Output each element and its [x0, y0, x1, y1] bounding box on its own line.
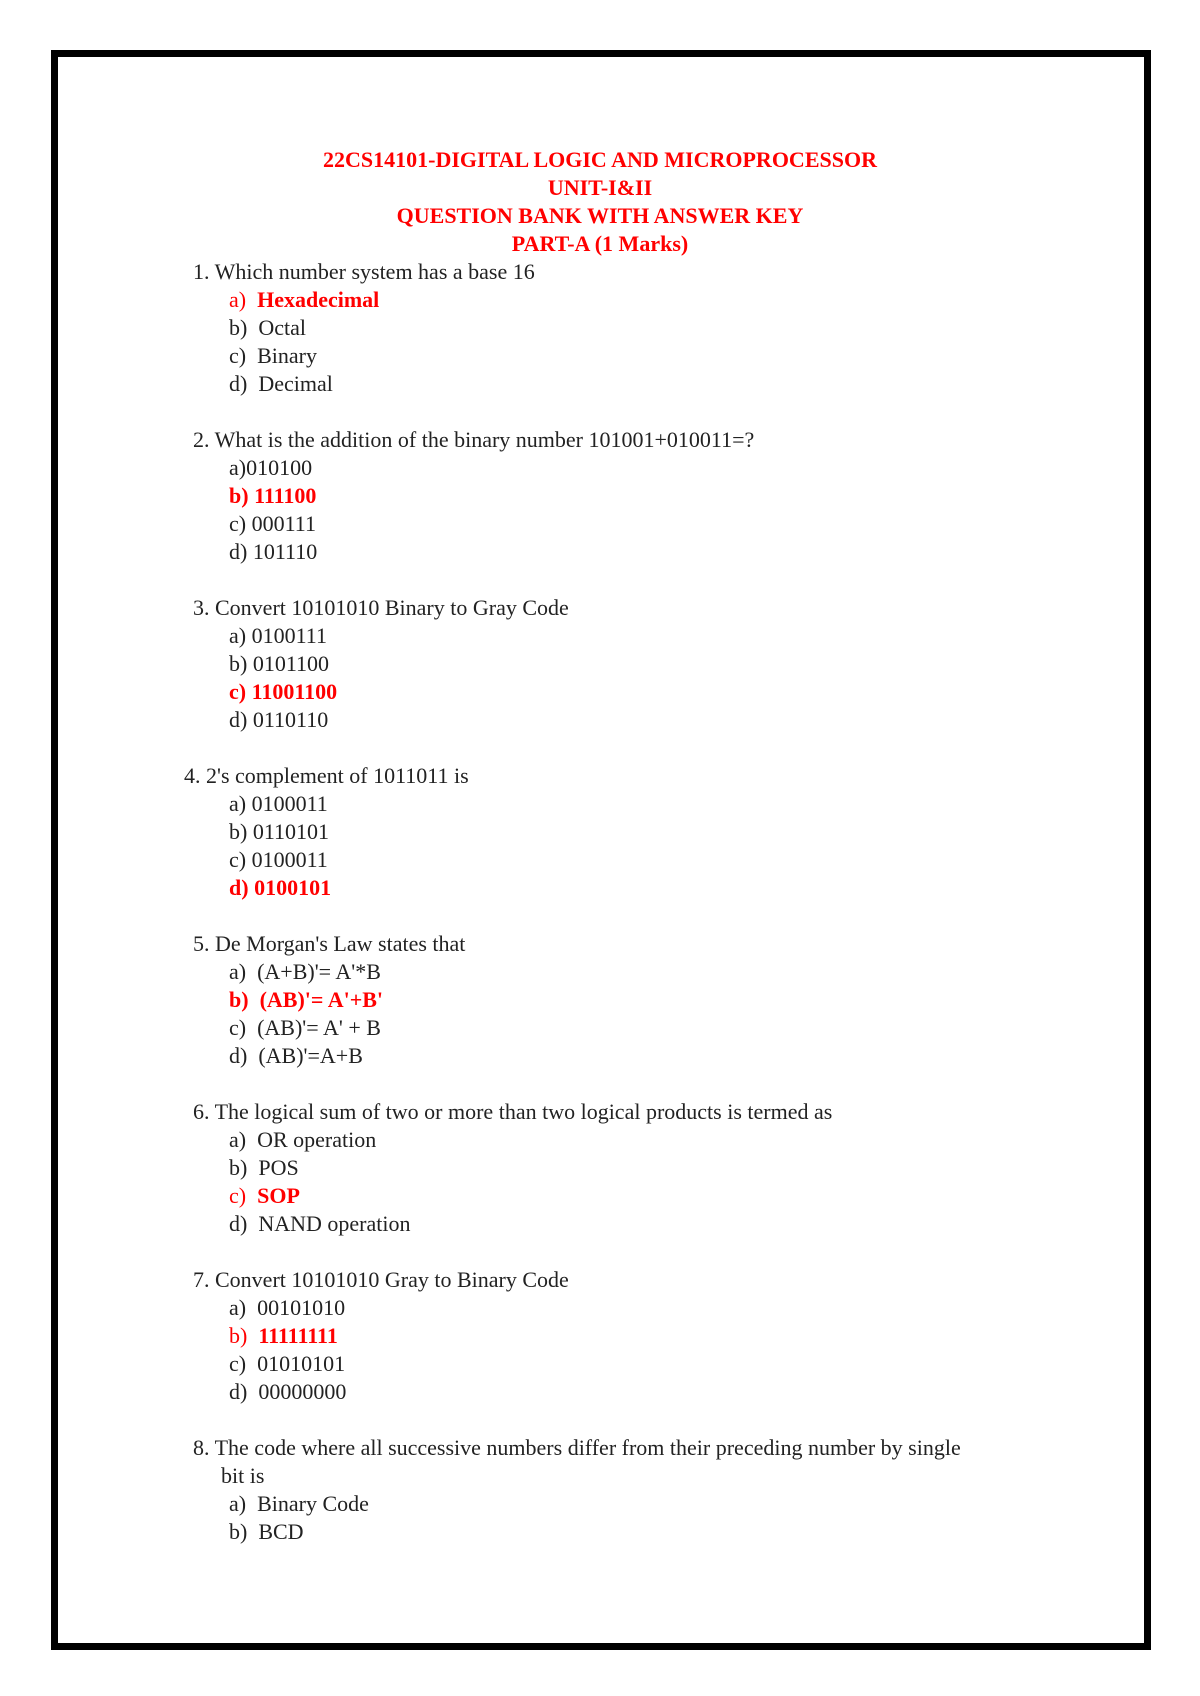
option-text: Hexadecimal: [257, 287, 380, 312]
question-stem: 3. Convert 10101010 Binary to Gray Code: [193, 595, 569, 620]
option: [229, 1490, 369, 1518]
option: [229, 342, 317, 370]
option-text: Decimal: [258, 371, 333, 396]
option: [229, 1126, 376, 1154]
option-letter: a): [229, 1295, 247, 1320]
option-correct: [229, 678, 337, 706]
option-letter: b): [229, 483, 249, 508]
option-letter: b): [229, 1155, 248, 1180]
option-letter: c): [229, 1183, 247, 1208]
question-stem: 1. Which number system has a base 16: [193, 259, 535, 284]
option-letter: b): [229, 1323, 248, 1348]
question-stem: 2. What is the addition of the binary number 101001+010011=?: [193, 427, 755, 452]
option-letter: a): [229, 1127, 247, 1152]
option-text: (A+B)'= A'*B: [257, 959, 381, 984]
option-text: (AB)'=A+B: [258, 1043, 363, 1068]
option: [229, 790, 328, 818]
option-letter: d): [229, 1043, 248, 1068]
option-letter: c): [229, 343, 247, 368]
option-letter: c): [229, 511, 247, 536]
option-letter: c): [229, 1351, 247, 1376]
option: [229, 958, 381, 986]
option-text: POS: [258, 1155, 299, 1180]
option-text: OR operation: [257, 1127, 377, 1152]
option: [229, 706, 328, 734]
option: [229, 1378, 346, 1406]
option-letter: d): [229, 707, 248, 732]
option-text: 00000000: [258, 1379, 347, 1404]
question-stem: 6. The logical sum of two or more than two logical products is termed as: [193, 1099, 833, 1124]
option-letter: a): [229, 959, 247, 984]
option-text: (AB)'= A'+B': [259, 987, 384, 1012]
option: [229, 1014, 381, 1042]
option: [229, 510, 316, 538]
option-correct: [229, 986, 383, 1014]
option-letter: a): [229, 287, 247, 312]
option-letter: c): [229, 847, 247, 872]
option-letter: d): [229, 539, 248, 564]
option-letter: d): [229, 1379, 248, 1404]
option-text: Binary Code: [257, 1491, 369, 1516]
part-title: PART-A (1 Marks): [511, 231, 689, 256]
option: [229, 538, 317, 566]
option-letter: a): [229, 623, 247, 648]
option-text: BCD: [258, 1519, 304, 1544]
option-letter: b): [229, 651, 248, 676]
option-text: (AB)'= A' + B: [257, 1015, 381, 1040]
option-letter: c): [229, 1015, 247, 1040]
option-letter: c): [229, 679, 247, 704]
unit-title: UNIT-I&II: [547, 175, 653, 200]
option-text: 11001100: [251, 679, 338, 704]
course-title: 22CS14101-DIGITAL LOGIC AND MICROPROCESSOR: [323, 147, 877, 172]
option-text: 0101100: [252, 651, 330, 676]
option-correct: [229, 286, 379, 314]
option: [229, 1210, 410, 1238]
bank-title: QUESTION BANK WITH ANSWER KEY: [396, 203, 804, 228]
option-correct: [229, 1182, 300, 1210]
option-letter: b): [229, 819, 248, 844]
option: [229, 1042, 363, 1070]
option-text: SOP: [257, 1183, 300, 1208]
option-text: 01010101: [257, 1351, 346, 1376]
option-letter: d): [229, 371, 248, 396]
option-text: 00101010: [257, 1295, 346, 1320]
option-letter: b): [229, 315, 248, 340]
option: [229, 370, 333, 398]
option-text: 0110110: [252, 707, 329, 732]
option: [229, 818, 329, 846]
option-text: 111100: [254, 483, 317, 508]
option: [229, 622, 327, 650]
option: [229, 846, 328, 874]
option-text: 11111111: [258, 1323, 338, 1348]
option-text: 000111: [251, 511, 316, 536]
option-text: 101110: [252, 539, 318, 564]
option-text: Octal: [258, 315, 306, 340]
option: [229, 314, 306, 342]
option-correct: [229, 482, 316, 510]
option-letter: a): [229, 1491, 247, 1516]
option-correct: [229, 1322, 338, 1350]
option-correct: [229, 874, 331, 902]
option: [229, 1154, 299, 1182]
option: [229, 1294, 345, 1322]
option-letter: b): [229, 1519, 248, 1544]
option-text: 0100011: [251, 791, 328, 816]
option: [229, 1518, 304, 1546]
option-text: Binary: [257, 343, 317, 368]
option: [229, 1350, 345, 1378]
option-letter: d): [229, 1211, 248, 1236]
question-stem-continued: bit is: [221, 1463, 265, 1488]
option-text: 0100111: [251, 623, 327, 648]
option-text: 0100101: [254, 875, 332, 900]
option-text: 0100011: [251, 847, 328, 872]
option: [229, 650, 329, 678]
question-stem: 5. De Morgan's Law states that: [193, 931, 466, 956]
question-stem: 4. 2's complement of 1011011 is: [184, 763, 469, 788]
question-stem: 8. The code where all successive numbers differ from their preceding number by single: [193, 1435, 961, 1460]
option-letter: d): [229, 875, 249, 900]
question-stem: 7. Convert 10101010 Gray to Binary Code: [193, 1267, 569, 1292]
option-text: NAND operation: [258, 1211, 411, 1236]
option-text: 0110101: [252, 819, 330, 844]
option-letter: b): [229, 987, 249, 1012]
option: a)010100: [229, 455, 313, 480]
option-letter: a): [229, 791, 247, 816]
